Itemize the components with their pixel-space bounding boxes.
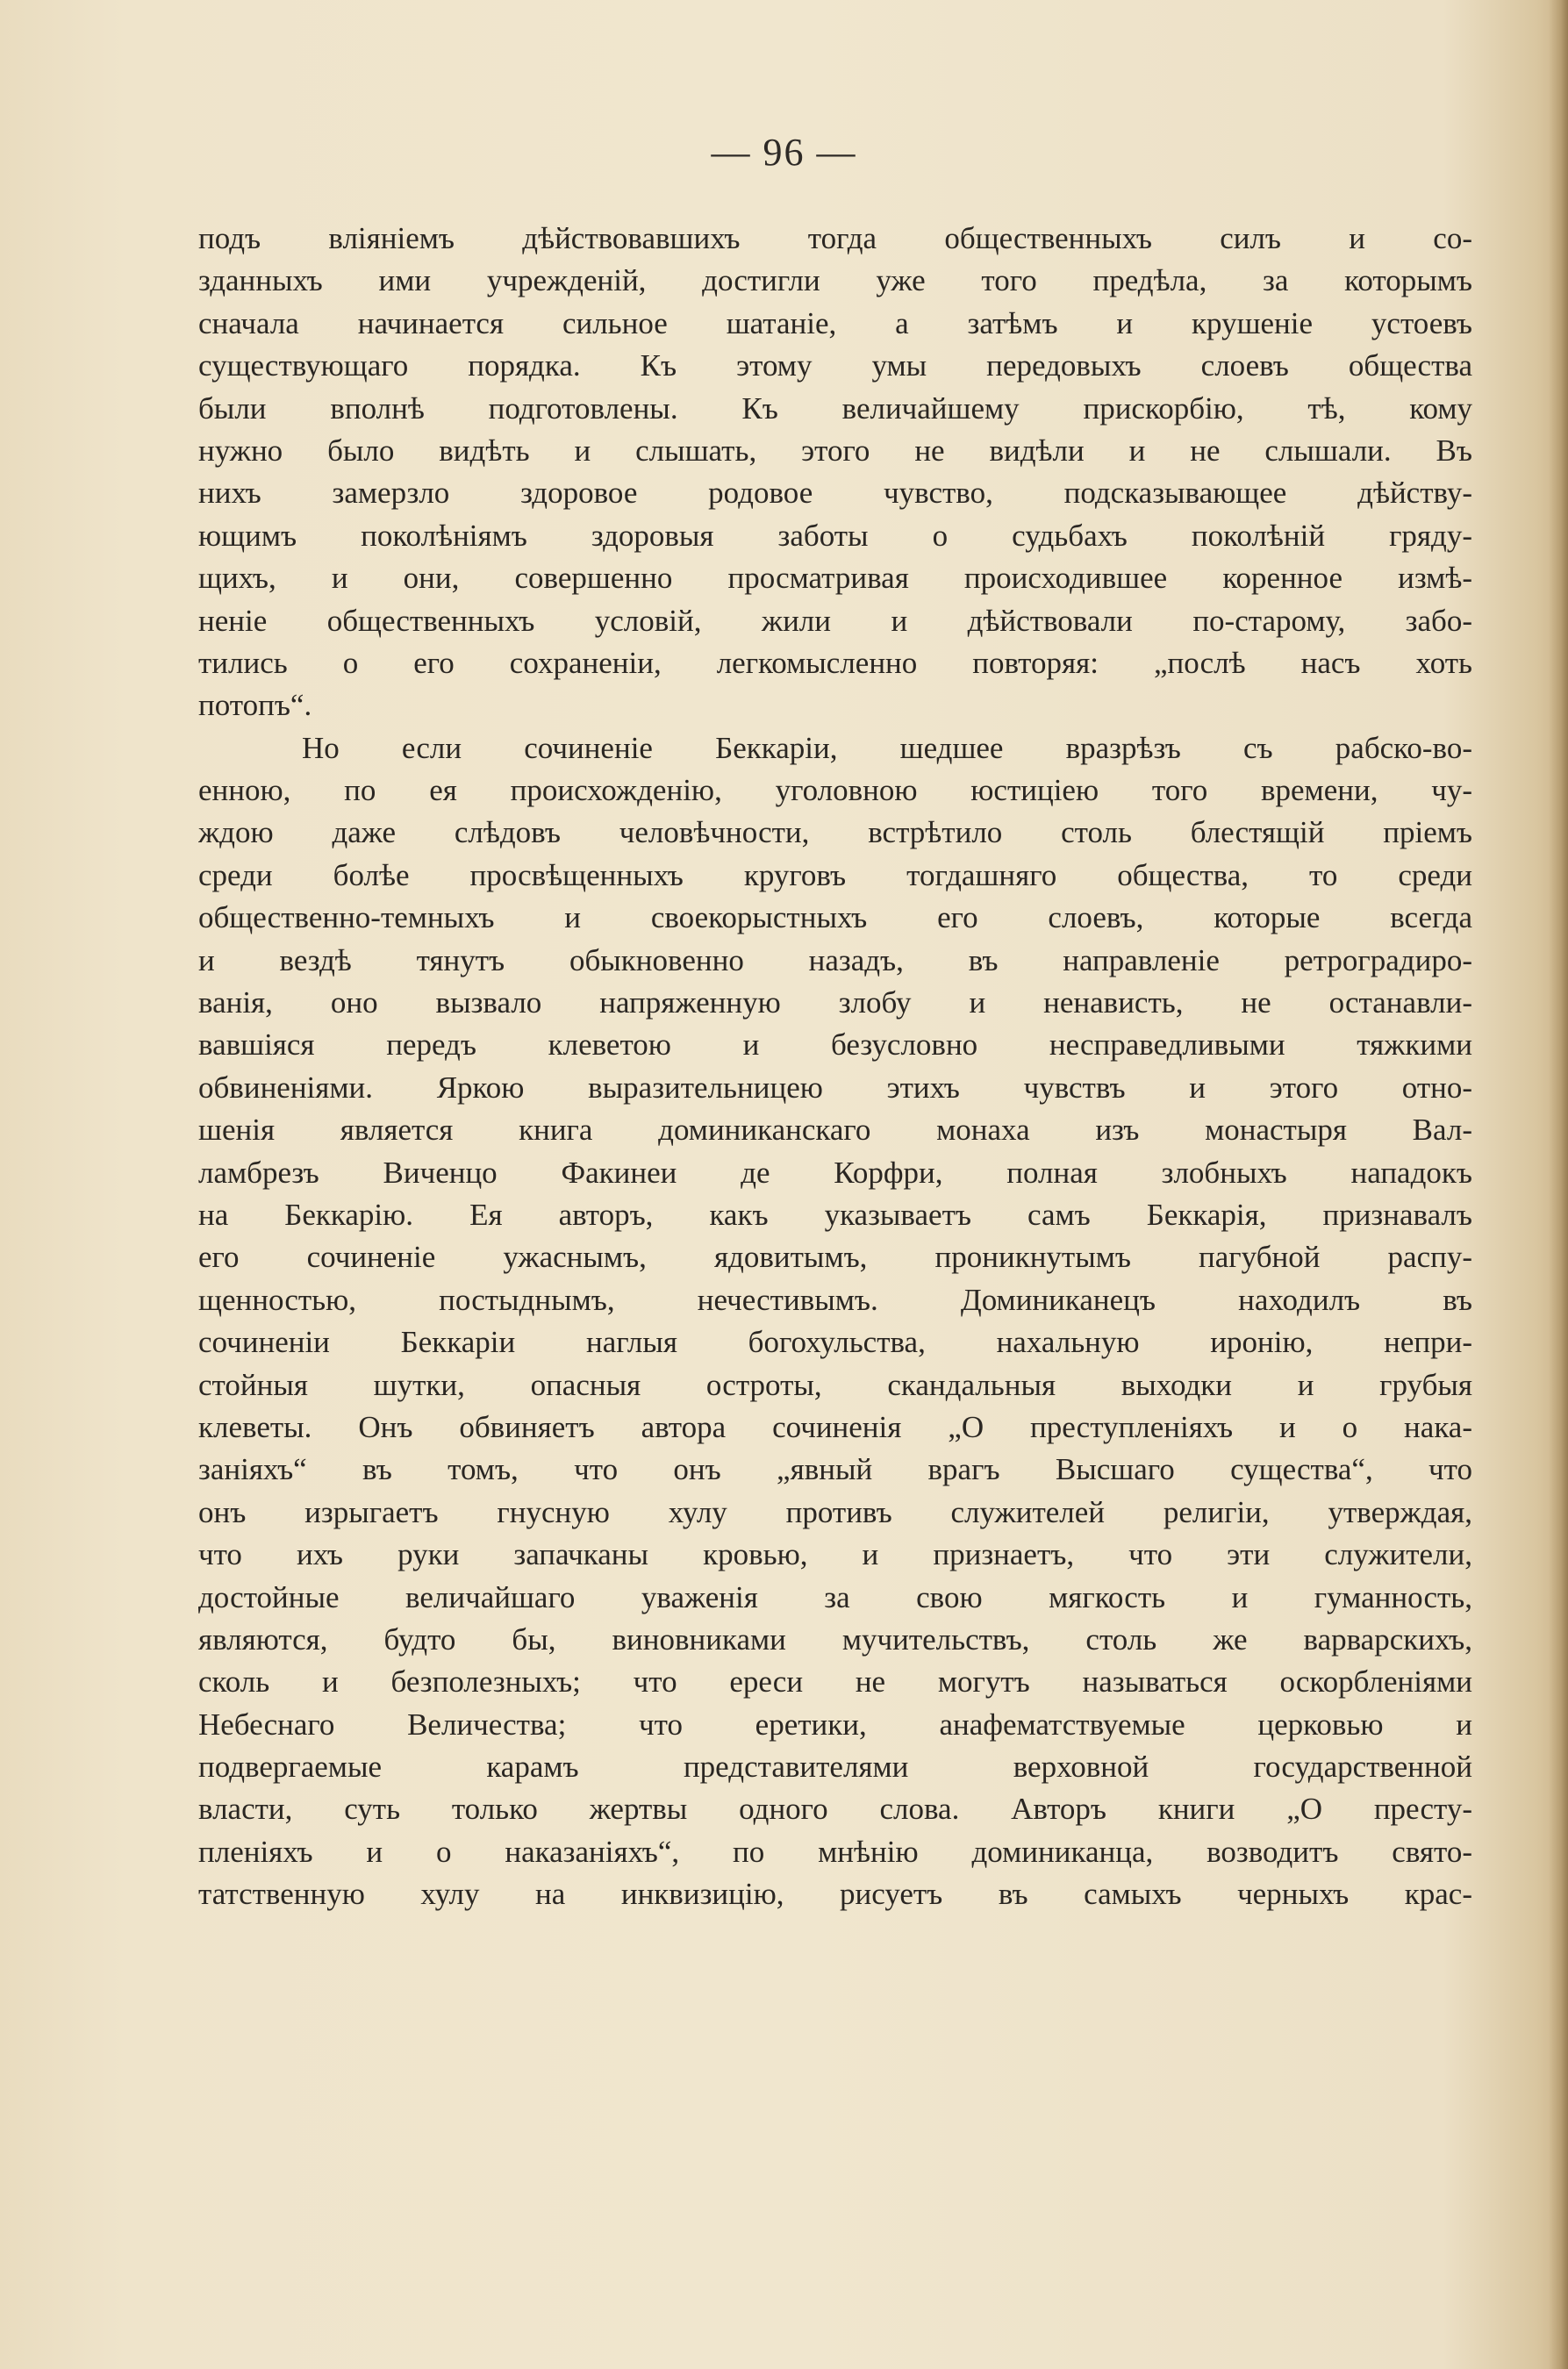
text-line: общественно-темныхъ и своекорыстныхъ его слоевъ, которые всегда [198,900,1472,935]
body-text [198,218,1472,1916]
text-line: обвиненіями. Яркою выразительницею этихъ чувствъ и этого отно- [198,1070,1472,1105]
text-line: заніяхъ“ въ томъ, что онъ „явный врагъ Высшаго существа“, что [198,1452,1472,1487]
text-line: являются, будто бы, виновниками мучительствъ, столь же варварскихъ, [198,1621,1472,1657]
text-line: щенностью, постыднымъ, нечестивымъ. Доминиканецъ находилъ въ [198,1282,1472,1317]
paragraph-start-line: Но если сочиненіе Беккаріи, шедшее вразрѣзъ съ рабско-во- [302,730,1472,765]
text-line: нихъ замерзло здоровое родовое чувство, подсказывающее дѣйству- [198,476,1472,511]
text-line: были вполнѣ подготовлены. Къ величайшему прискорбію, тѣ, кому [198,390,1472,426]
text-line: шенія является книга доминиканскаго монаха изъ монастыря Вал- [198,1113,1472,1148]
text-line: подвергаемые карамъ представителями верховной государственной [198,1750,1472,1785]
text-line: и вездѣ тянутъ обыкновенно назадъ, въ направленіе ретроградиро- [198,942,1472,977]
text-line: онъ изрыгаетъ гнусную хулу противъ служителей религіи, утверждая, [198,1494,1472,1529]
text-line: существующаго порядка. Къ этому умы передовыхъ слоевъ общества [198,348,1472,383]
text-line: вавшіяся передъ клеветою и безусловно несправедливыми тяжкими [198,1027,1472,1063]
text-line: на Беккарію. Ея авторъ, какъ указываетъ самъ Беккарія, признавалъ [198,1197,1472,1232]
text-line: власти, суть только жертвы одного слова. Авторъ книги „О престу- [198,1792,1472,1827]
text-line: стойныя шутки, опасныя остроты, скандальныя выходки и грубыя [198,1367,1472,1402]
text-line: подъ вліяніемъ дѣйствовавшихъ тогда общественныхъ силъ и со- [198,221,1472,255]
text-line: клеветы. Онъ обвиняетъ автора сочиненія „О преступленіяхъ и о нака- [198,1409,1472,1444]
page-number: — 96 — [711,131,857,174]
text-line: ждою даже слѣдовъ человѣчности, встрѣтило столь блестящій пріемъ [198,815,1472,850]
text-line: зданныхъ ими учрежденій, достигли уже того предѣла, за которымъ [198,263,1472,298]
text-line: пленіяхъ и о наказаніяхъ“, по мнѣнію доминиканца, возводитъ свято- [198,1834,1472,1869]
text-line: сколь и безполезныхъ; что ереси не могутъ называться оскорбленіями [198,1664,1472,1700]
text-line: щихъ, и они, совершенно просматривая происходившее коренное измѣ- [198,561,1472,596]
text-line: тились о его сохраненіи, легкомысленно повторяя: „послѣ насъ хоть [198,645,1472,680]
text-line: неніе общественныхъ условій, жили и дѣйствовали по-старому, забо- [198,603,1472,638]
text-line: сочиненіи Беккаріи наглыя богохульства, нахальную иронію, непри- [198,1325,1472,1360]
text-line: енною, по ея происхожденію, уголовною юстиціею того времени, чу- [198,773,1472,808]
text-line: сначала начинается сильное шатаніе, а затѣмъ и крушеніе устоевъ [198,305,1472,340]
text-line: достойные величайшаго уваженія за свою мягкость и гуманность, [198,1579,1472,1614]
text-line: среди болѣе просвѣщенныхъ круговъ тогдашняго общества, то среди [198,857,1472,892]
text-line: Небеснаго Величества; что еретики, анафематствуемые церковью и [198,1707,1472,1742]
paragraph-end-line: потопъ“. [198,688,312,723]
text-line: ламбрезъ Виченцо Факинеи де Корфри, полная злобныхъ нападокъ [198,1155,1472,1190]
page-edge-shadow [1549,0,1568,2369]
text-line: что ихъ руки запачканы кровью, и признаетъ, что эти служители, [198,1537,1472,1572]
text-line: ющимъ поколѣніямъ здоровыя заботы о судьбахъ поколѣній гряду- [198,518,1472,553]
text-line: его сочиненіе ужаснымъ, ядовитымъ, проникнутымъ пагубной распу- [198,1240,1472,1275]
text-line: татственную хулу на инквизицію, рисуетъ въ самыхъ черныхъ крас- [198,1877,1472,1912]
text-line: нужно было видѣть и слышать, этого не видѣли и не слышали. Въ [198,433,1472,468]
text-line: ванія, оно вызвало напряженную злобу и ненависть, не останавли- [198,985,1472,1020]
